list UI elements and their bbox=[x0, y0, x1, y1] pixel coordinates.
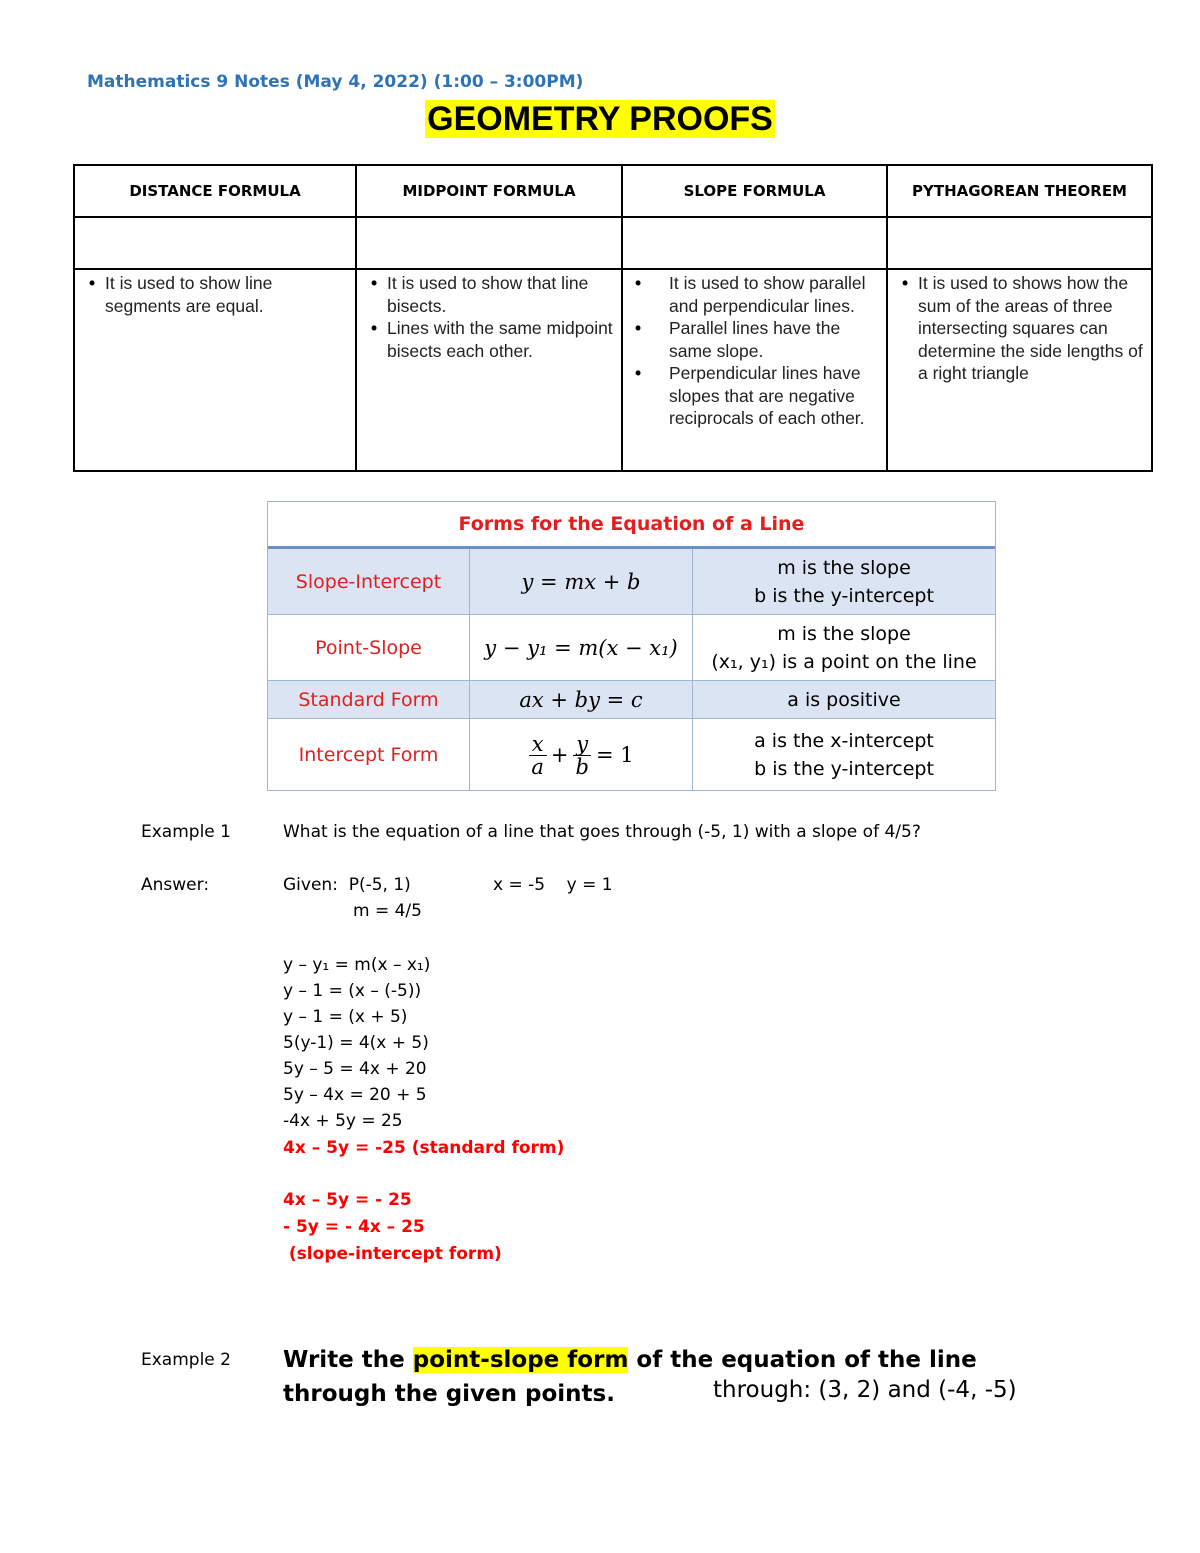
highlighted-term: point-slope form bbox=[412, 1347, 629, 1373]
desc-line: m is the slope bbox=[777, 622, 911, 645]
form-equation: ax + by = c bbox=[470, 681, 693, 718]
form-description bbox=[693, 549, 995, 614]
form-name: Standard Form bbox=[268, 681, 470, 718]
line-forms-table bbox=[267, 501, 996, 791]
desc-line: m is the slope bbox=[777, 556, 911, 579]
equation-tail: = 1 bbox=[595, 743, 634, 767]
step: y – 1 = (x + 5) bbox=[283, 1007, 408, 1027]
list-item: • It is used to show that line bisects. bbox=[387, 272, 615, 317]
standard-form-answer: 4x – 5y = -25 (standard form) bbox=[283, 1138, 565, 1158]
desc-line: b is the y-intercept bbox=[754, 758, 934, 780]
form-equation: y = mx + b bbox=[470, 549, 693, 614]
list-item: • It is used to show parallel and perpendicular lines. bbox=[669, 272, 880, 317]
step: y – y₁ = m(x – x₁) bbox=[283, 955, 431, 975]
given-slope: m = 4/5 bbox=[353, 901, 422, 921]
example2-label: Example 2 bbox=[141, 1350, 231, 1370]
form-name: Slope-Intercept bbox=[268, 549, 470, 614]
desc-line: a is the x-intercept bbox=[754, 730, 934, 752]
slope-notes bbox=[622, 269, 887, 471]
list-item: • It is used to show line segments are equal. bbox=[105, 272, 349, 317]
example1-label: Example 1 bbox=[141, 822, 231, 842]
step: y – 1 = (x – (-5)) bbox=[283, 981, 422, 1001]
blank-cell bbox=[887, 217, 1152, 269]
midpoint-notes bbox=[356, 269, 622, 471]
list-item: • Parallel lines have the same slope. bbox=[669, 317, 880, 362]
fraction bbox=[528, 733, 547, 778]
prompt-post: of the equation of the line bbox=[628, 1347, 977, 1373]
step: -4x + 5y = 25 bbox=[283, 1111, 403, 1131]
step-red: - 5y = - 4x – 25 bbox=[283, 1217, 425, 1237]
form-description bbox=[693, 719, 995, 791]
forms-table-title: Forms for the Equation of a Line bbox=[268, 502, 995, 549]
fraction-denominator: a bbox=[531, 754, 544, 779]
list-item: • It is used to shows how the sum of the areas of three intersecting squares can determine the side lengths of a right triangle bbox=[918, 272, 1145, 385]
given-point: Given: P(-5, 1) bbox=[283, 875, 411, 895]
given-xy: x = -5 y = 1 bbox=[493, 875, 613, 895]
plus-sign: + bbox=[550, 743, 569, 767]
form-description bbox=[693, 681, 995, 718]
formulas-table bbox=[73, 164, 1153, 472]
step: 5y – 5 = 4x + 20 bbox=[283, 1059, 427, 1079]
form-equation: y − y₁ = m(x − x₁) bbox=[470, 615, 693, 680]
blank-cell bbox=[622, 217, 887, 269]
blank-cell bbox=[74, 217, 356, 269]
header-slope: SLOPE FORMULA bbox=[622, 165, 887, 217]
through-points: through: (3, 2) and (-4, -5) bbox=[713, 1377, 1017, 1403]
page-title: GEOMETRY PROOFS bbox=[427, 100, 773, 138]
table-row bbox=[268, 681, 995, 719]
desc-line: a is positive bbox=[787, 688, 901, 711]
list-item: • Lines with the same midpoint bisects each other. bbox=[387, 317, 615, 362]
page-header: Mathematics 9 Notes (May 4, 2022) (1:00 – 3:00PM) bbox=[87, 72, 584, 92]
form-description bbox=[693, 615, 995, 680]
answer-label: Answer: bbox=[141, 875, 210, 895]
step-red: 4x – 5y = - 25 bbox=[283, 1190, 412, 1210]
page-title-wrap bbox=[0, 100, 1200, 139]
step: 5y – 4x = 20 + 5 bbox=[283, 1085, 427, 1105]
table-row bbox=[268, 615, 995, 681]
example1-question: What is the equation of a line that goes through (-5, 1) with a slope of 4/5? bbox=[283, 822, 921, 842]
step: 5(y-1) = 4(x + 5) bbox=[283, 1033, 429, 1053]
fraction bbox=[573, 733, 592, 778]
desc-line: (x₁, y₁) is a point on the line bbox=[711, 650, 977, 673]
pythagorean-notes bbox=[887, 269, 1152, 471]
blank-cell bbox=[356, 217, 622, 269]
header-distance: DISTANCE FORMULA bbox=[74, 165, 356, 217]
prompt-pre: Write the bbox=[283, 1347, 413, 1373]
distance-notes bbox=[74, 269, 356, 471]
table-row bbox=[268, 719, 995, 791]
fraction-numerator: x bbox=[529, 733, 547, 756]
header-midpoint: MIDPOINT FORMULA bbox=[356, 165, 622, 217]
fraction-numerator: y bbox=[573, 733, 591, 756]
fraction-denominator: b bbox=[575, 754, 589, 779]
form-equation bbox=[470, 719, 693, 791]
form-name: Point-Slope bbox=[268, 615, 470, 680]
form-name: Intercept Form bbox=[268, 719, 470, 791]
slope-intercept-label: (slope-intercept form) bbox=[283, 1244, 502, 1264]
desc-line: b is the y-intercept bbox=[754, 584, 934, 607]
table-row bbox=[268, 549, 995, 615]
header-pythagorean: PYTHAGOREAN THEOREM bbox=[887, 165, 1152, 217]
list-item: • Perpendicular lines have slopes that are negative reciprocals of each other. bbox=[669, 362, 880, 430]
prompt-line2: through the given points. bbox=[283, 1381, 615, 1407]
